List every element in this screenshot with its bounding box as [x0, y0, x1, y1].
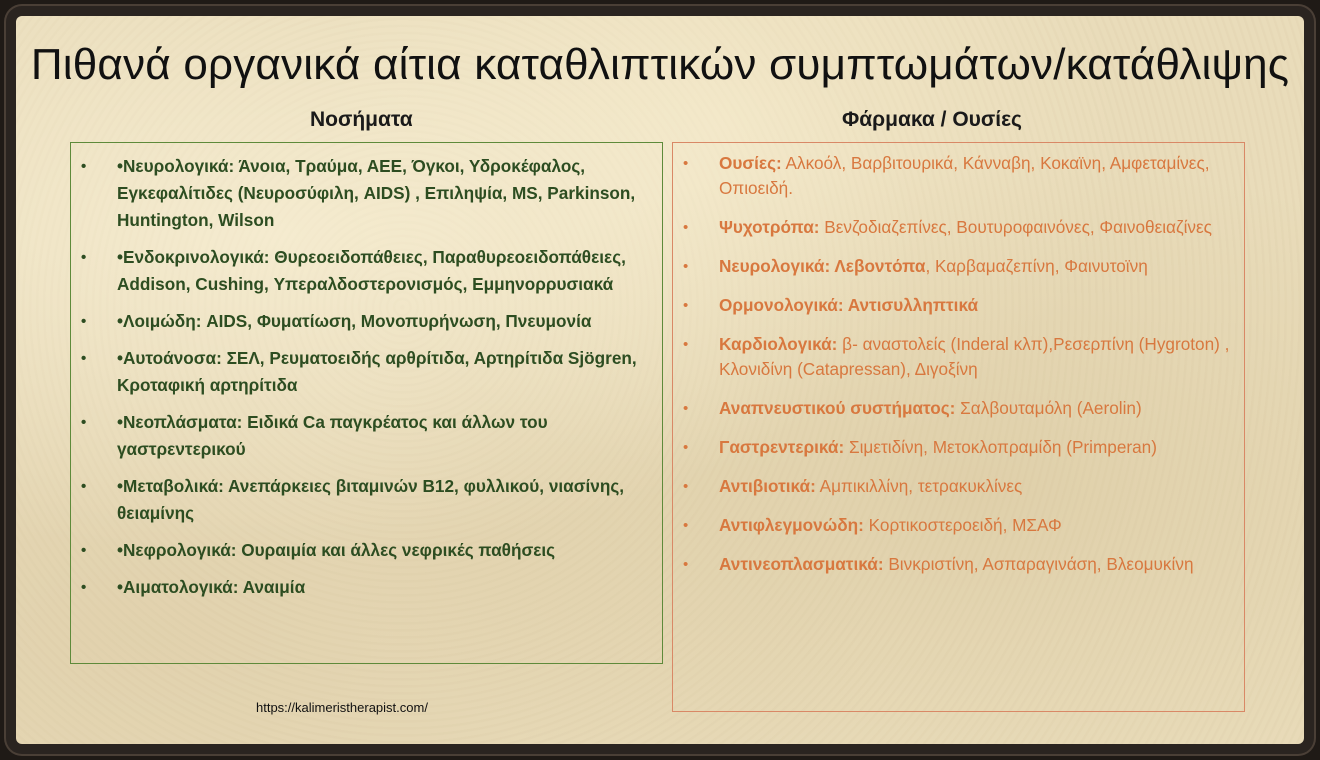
bullet-icon: •	[81, 414, 87, 431]
list-item	[673, 151, 1244, 201]
drug-category: Νευρολογικά: Λεβοντόπα	[719, 256, 926, 276]
bullet-icon: •	[683, 439, 689, 456]
drug-category: Αναπνευστικού συστήματος:	[719, 398, 956, 418]
bullet-icon: •	[683, 155, 689, 172]
list-item	[71, 574, 662, 601]
bullet-icon: •	[81, 313, 87, 330]
drug-list: Βινκριστίνη, Ασπαραγινάση, Βλεομυκίνη	[883, 554, 1194, 574]
list-item-text: •Νεφρολογικά: Ουραιμία και άλλες νεφρικές παθήσεις	[117, 540, 556, 560]
drug-list: Αλκοόλ, Βαρβιτουρικά, Κάνναβη, Κοκαϊνη, Αμφεταμίνες, Οπιοειδή.	[719, 153, 1210, 198]
drug-category: Ουσίες:	[719, 153, 782, 173]
bullet-icon: •	[81, 158, 87, 175]
bullet-icon: •	[81, 478, 87, 495]
list-item	[71, 153, 662, 234]
list-item	[71, 308, 662, 335]
list-item	[673, 254, 1244, 279]
bullet-icon: •	[683, 400, 689, 417]
list-item	[673, 513, 1244, 538]
drug-category: Καρδιολογικά:	[719, 334, 838, 354]
left-column-header: Νοσήματα	[310, 108, 413, 131]
list-item	[673, 552, 1244, 577]
drug-category: Αντιβιοτικά:	[719, 476, 816, 496]
list-item	[71, 345, 662, 399]
slide-frame	[4, 4, 1316, 756]
source-url: https://kalimeristherapist.com/	[256, 700, 428, 715]
drug-list: Κορτικοστεροειδή, ΜΣΑΦ	[863, 515, 1062, 535]
list-item	[673, 474, 1244, 499]
bullet-icon: •	[683, 478, 689, 495]
bullet-icon: •	[683, 517, 689, 534]
list-item-text: •Νεοπλάσματα: Ειδικά Ca παγκρέατος και άλλων του γαστρεντερικού	[117, 412, 548, 459]
right-column-header: Φάρμακα / Ουσίες	[842, 108, 1022, 131]
drug-category: Γαστρεντερικά:	[719, 437, 845, 457]
slide-title: Πιθανά οργανικά αίτια καταθλιπτικών συμπτωμάτων/κατάθλιψης	[30, 40, 1290, 89]
bullet-icon: •	[81, 579, 87, 596]
drug-category: Αντινεοπλασματικά:	[719, 554, 884, 574]
list-item	[673, 293, 1244, 318]
list-item-text: •Αιματολογικά: Αναιμία	[117, 577, 306, 597]
bullet-icon: •	[683, 258, 689, 275]
bullet-icon: •	[81, 350, 87, 367]
drug-category: Ορμονολογικά: Αντισυλληπτικά	[719, 295, 979, 315]
drug-list: Βενζοδιαζεπίνες, Βουτυροφαινόνες, Φαινοθειαζίνες	[819, 217, 1212, 237]
list-item-text: •Ενδοκρινολογικά: Θυρεοειδοπάθειες, Παραθυρεοειδοπάθειες, Addison, Cushing, Υπεραλδοστερονισμός, Εμμηνορρυσιακά	[117, 247, 626, 294]
list-item-text: •Νευρολογικά: Άνοια, Τραύμα, ΑΕΕ, Όγκοι, Υδροκέφαλος, Εγκεφαλίτιδες (Νευροσύφιλη, AIDS) , Επιληψία, MS, Parkinson, Huntington, Wilson	[117, 156, 636, 230]
drugs-box	[672, 142, 1245, 712]
drug-list: , Καρβαμαζεπίνη, Φαινυτοϊνη	[925, 256, 1148, 276]
bullet-icon: •	[683, 297, 689, 314]
bullet-icon: •	[683, 219, 689, 236]
drug-list: Σιμετιδίνη, Μετοκλοπραμίδη (Primperan)	[844, 437, 1157, 457]
bullet-icon: •	[81, 249, 87, 266]
diseases-box	[70, 142, 663, 664]
list-item	[673, 215, 1244, 240]
bullet-icon: •	[683, 336, 689, 353]
list-item	[71, 473, 662, 527]
slide	[16, 16, 1304, 744]
list-item	[673, 332, 1244, 382]
list-item	[71, 244, 662, 298]
drug-category: Αντιφλεγμονώδη:	[719, 515, 864, 535]
list-item-text: •Μεταβολικά: Ανεπάρκειες βιταμινών Β12, φυλλικού, νιασίνης, θειαμίνης	[117, 476, 625, 523]
bullet-icon: •	[81, 542, 87, 559]
list-item	[673, 396, 1244, 421]
drug-list: β- αναστολείς (Inderal κλπ),Ρεσερπίνη (Hygroton) , Κλονιδίνη (Catapressan), Διγοξίνη	[719, 334, 1230, 379]
list-item	[673, 435, 1244, 460]
list-item	[71, 409, 662, 463]
list-item-text: •Αυτοάνοσα: ΣΕΛ, Ρευματοειδής αρθρίτιδα, Αρτηρίτιδα Sjögren, Κροταφική αρτηρίτιδα	[117, 348, 637, 395]
list-item	[71, 537, 662, 564]
bullet-icon: •	[683, 556, 689, 573]
drug-category: Ψυχοτρόπα:	[719, 217, 820, 237]
drug-list: Αμπικιλλίνη, τετρακυκλίνες	[815, 476, 1023, 496]
drug-list: Σαλβουταμόλη (Aerolin)	[955, 398, 1142, 418]
list-item-text: •Λοιμώδη: AIDS, Φυματίωση, Μονοπυρήνωση, Πνευμονία	[117, 311, 592, 331]
